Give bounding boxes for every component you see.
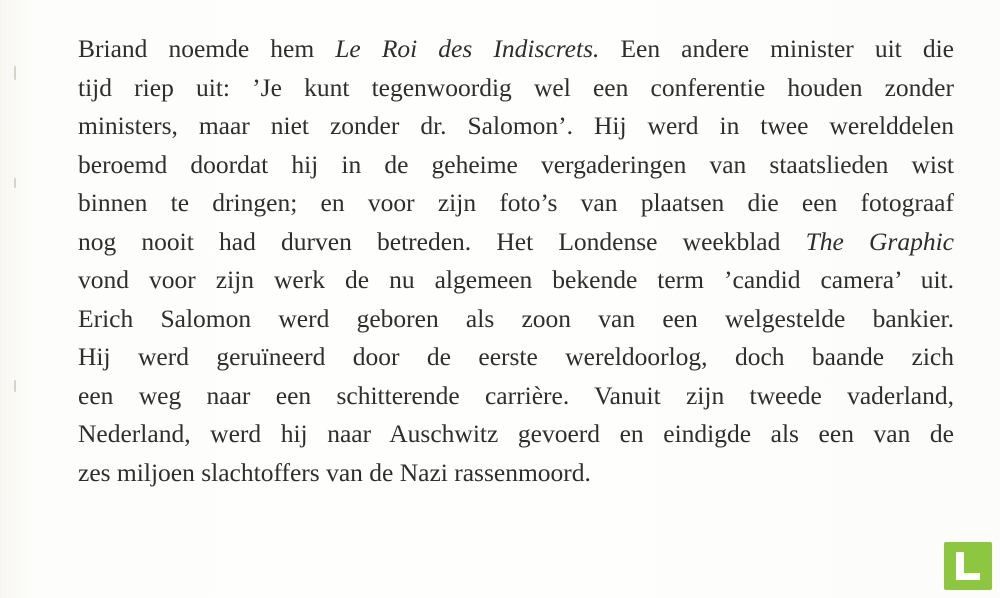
text-segment: Erich Salomon werd geboren als zoon van een welgestelde bankier. [78, 303, 954, 333]
page-margin-speck [14, 380, 16, 392]
text-segment: Briand noemde hem [78, 34, 336, 63]
text-segment: Hij werd geruïneerd door de eerste wereldoorlog, doch baande zich [78, 342, 954, 371]
text-segment: vond voor zijn werk de nu algemeen bekende term ’candid camera’ uit. [78, 265, 954, 294]
italic-title-text: The Graphic [805, 226, 954, 256]
text-segment: ministers, maar niet zonder dr. Salomon’. Hij werd in twee werelddelen [78, 111, 954, 140]
text-line [78, 223, 954, 262]
text-line [78, 415, 954, 454]
text-line [78, 454, 954, 493]
text-segment: een weg naar een schitterende carrière. Vanuit zijn tweede vaderland, [78, 380, 954, 410]
text-segment: beroemd doordat hij in de geheime vergaderingen van staatslieden wist [78, 149, 954, 179]
text-line [78, 69, 954, 108]
text-segment: nog nooit had durven betreden. Het Londense weekblad [78, 226, 806, 256]
text-segment: Nederland, werd hij naar Auschwitz gevoerd en eindigde als een van de [78, 419, 954, 448]
watermark-logo-icon [944, 542, 992, 590]
text-line [78, 261, 954, 300]
page-margin-speck [14, 66, 16, 80]
text-line [78, 107, 954, 146]
text-line [78, 300, 954, 339]
italic-title-text: Le Roi des Indiscrets. [335, 34, 600, 63]
text-line [78, 30, 954, 69]
text-segment: zes miljoen slachtoffers van de Nazi rassenmoord. [78, 457, 591, 487]
text-segment: binnen te dringen; en voor zijn foto’s van plaatsen die een fotograaf [78, 188, 954, 217]
page-margin-speck [14, 178, 16, 188]
text-segment: tijd riep uit: ’Je kunt tegenwoordig wel een conferentie houden zonder [78, 72, 954, 102]
text-segment: Een andere minister uit die [599, 34, 954, 63]
text-line [78, 377, 954, 416]
text-line [78, 184, 954, 223]
text-line [78, 146, 954, 185]
body-paragraph [78, 30, 954, 492]
text-line [78, 338, 954, 377]
